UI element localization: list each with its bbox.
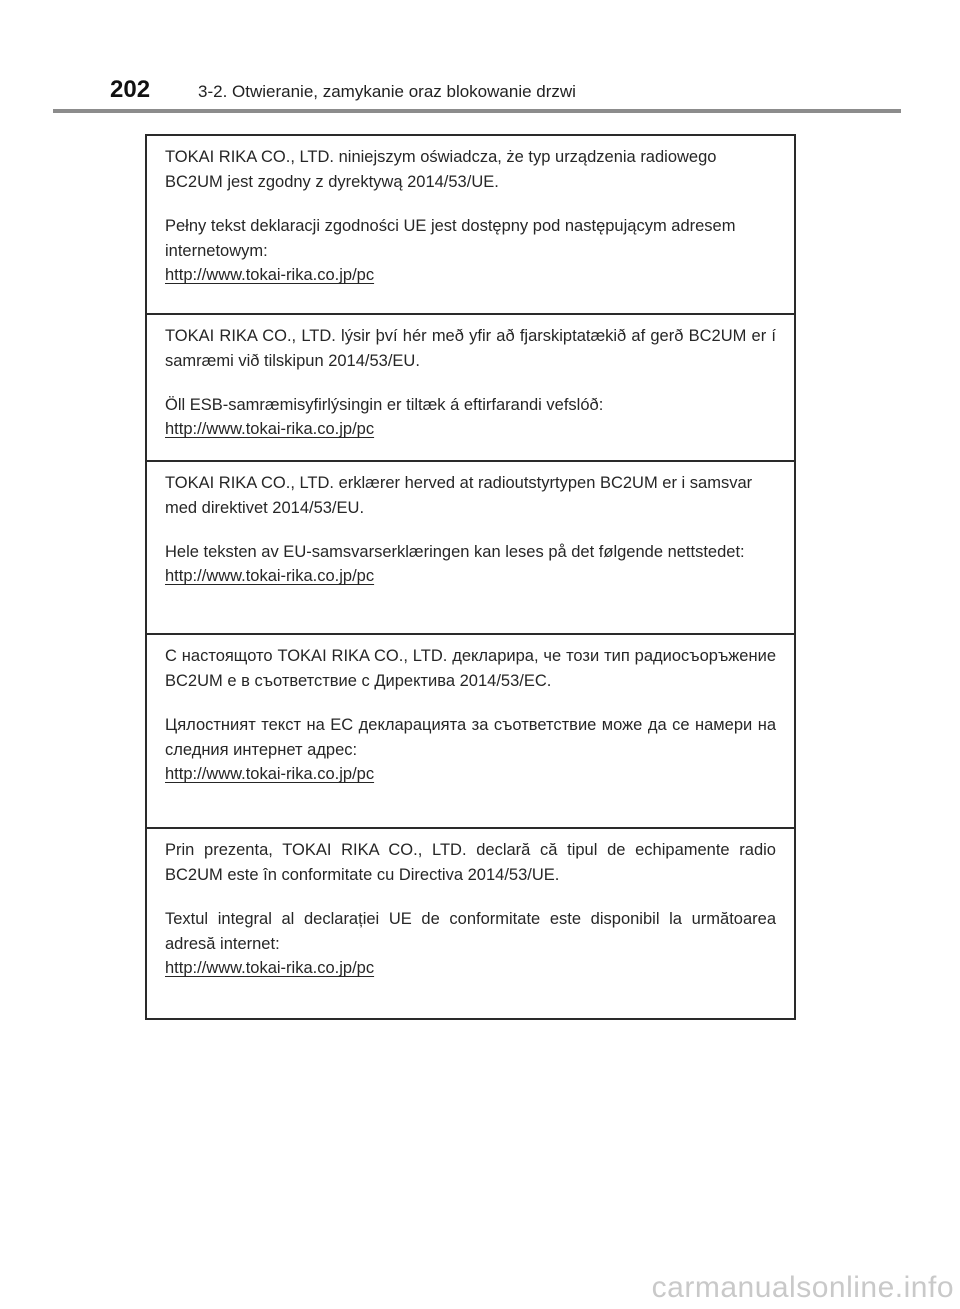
declaration-norwegian (147, 462, 794, 635)
declaration-statement: Prin prezenta, TOKAI RIKA CO., LTD. declară că tipul de echipamente radio BC2UM este în conformitate cu Directiva 2014/53/UE. (165, 841, 776, 884)
declaration-statement: TOKAI RIKA CO., LTD. niniejszym oświadcza, że typ urządzenia radiowego BC2UM jest zgodny z dyrektywą 2014/53/UE. (165, 148, 717, 191)
declaration-url-link[interactable]: http://www.tokai-rika.co.jp/pc (165, 420, 375, 438)
declaration-url-link[interactable]: http://www.tokai-rika.co.jp/pc (165, 266, 375, 284)
declaration-statement: С настоящото TOKAI RIKA CO., LTD. декларира, че този тип радиосъоръжение BC2UM е в съответствие с Директива 2014/53/ЕС. (165, 647, 776, 690)
declaration-romanian (147, 829, 794, 1018)
declarations-table (145, 134, 796, 1020)
page-number: 202 (110, 76, 151, 103)
declaration-statement: TOKAI RIKA CO., LTD. erklærer herved at radioutstyrtypen BC2UM er i samsvar med direktivet 2014/53/EU. (165, 474, 753, 517)
declaration-polish (147, 136, 794, 315)
declaration-url-link[interactable]: http://www.tokai-rika.co.jp/pc (165, 765, 375, 783)
declaration-url-link[interactable]: http://www.tokai-rika.co.jp/pc (165, 567, 375, 585)
declaration-full-text-notice: Pełny tekst deklaracji zgodności UE jest dostępny pod następującym adresem internetowym: (165, 217, 736, 260)
declaration-full-text-notice: Textul integral al declarației UE de conformitate este disponibil la următoarea adresă internet: (165, 910, 776, 953)
page-header (0, 0, 960, 113)
declaration-bulgarian (147, 635, 794, 829)
declaration-full-text-notice: Цялостният текст на ЕС декларацията за съответствие може да се намери на следния интернет адрес: (165, 716, 776, 759)
declaration-statement: TOKAI RIKA CO., LTD. lýsir því hér með yfir að fjarskiptatækið af gerð BC2UM er í samræmi við tilskipun 2014/53/EU. (165, 327, 776, 370)
declaration-url-link[interactable]: http://www.tokai-rika.co.jp/pc (165, 959, 375, 977)
declaration-full-text-notice: Öll ESB-samræmisyfirlýsingin er tiltæk á eftirfarandi vefslóð: (165, 396, 604, 414)
watermark: carmanualsonline.info (651, 1271, 954, 1304)
declaration-full-text-notice: Hele teksten av EU-samsvarserklæringen kan leses på det følgende nettstedet: (165, 543, 745, 561)
declaration-icelandic (147, 315, 794, 462)
header-divider (53, 109, 901, 113)
section-title: 3-2. Otwieranie, zamykanie oraz blokowanie drzwi (198, 82, 576, 101)
